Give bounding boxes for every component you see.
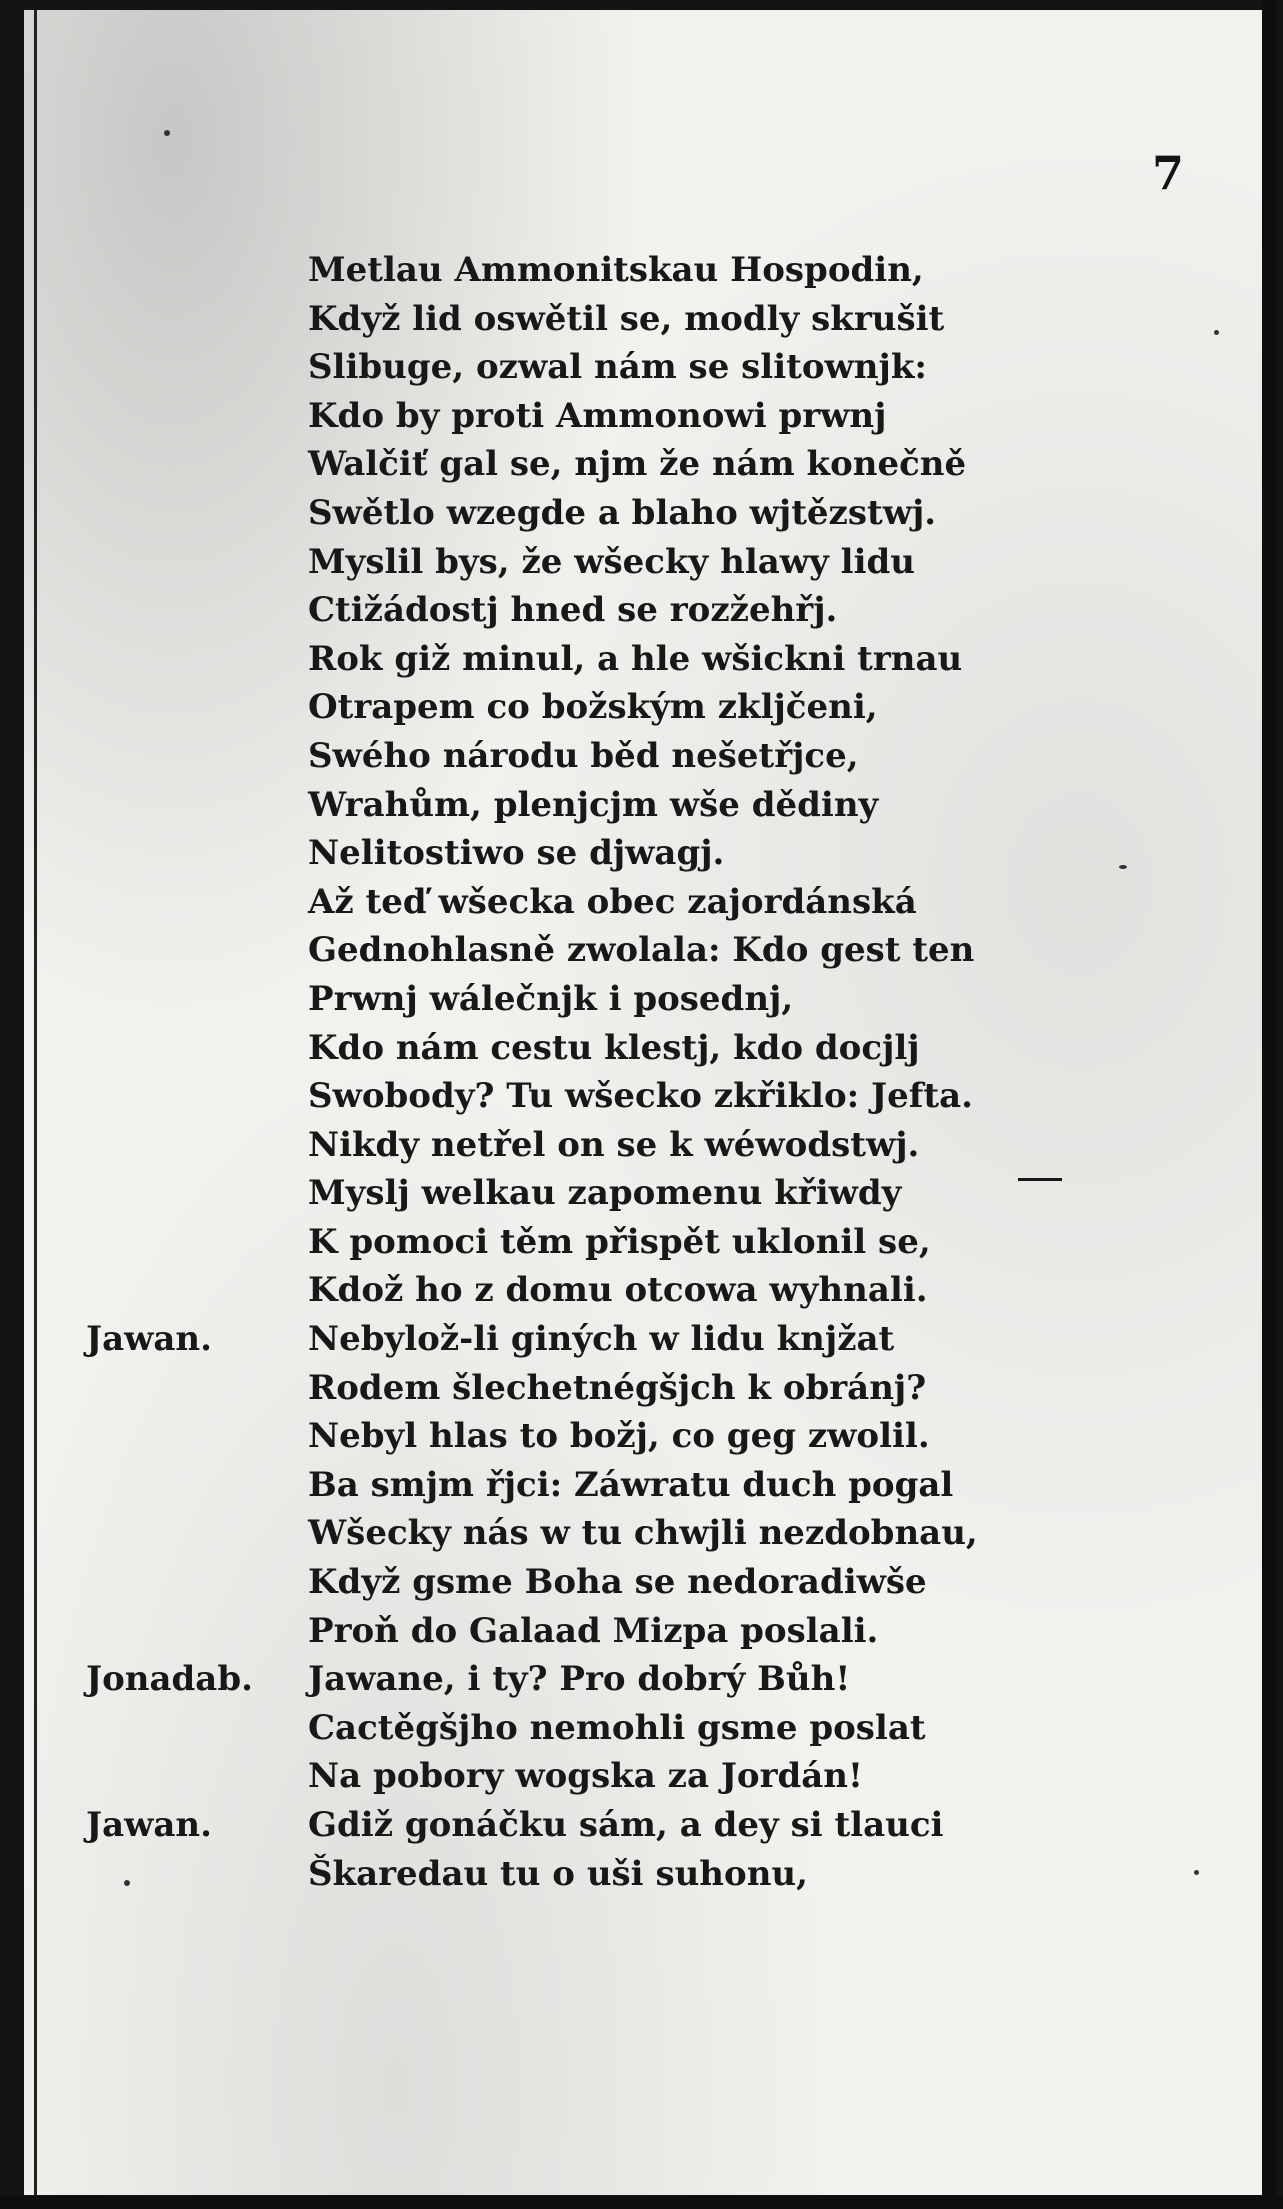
verse-line-text: Gdiž gonáčku sám, a dey si tlauci <box>308 1805 944 1845</box>
verse-line-text: Gednohlasně zwolala: Kdo gest ten <box>308 930 975 971</box>
verse-line-text: Ctižádostj hned se rozžehřj. <box>308 590 838 631</box>
verse-line-text: Nebyl hlas to božj, co geg zwolil. <box>308 1416 930 1457</box>
verse-line-text: Jawane, i ty? Pro dobrý Bůh! <box>308 1659 851 1700</box>
verse-line-text: Rok giž minul, a hle wšickni trnau <box>308 638 963 679</box>
verse-line-text: Kdo nám cestu klestj, kdo docjlj <box>308 1027 920 1068</box>
print-speck <box>1119 865 1127 869</box>
verse-line-text: Swětlo wzegde a blaho wjtězstwj. <box>308 492 937 533</box>
page-number: 7 <box>1152 146 1185 200</box>
verse-line-text: Ba smjm řjci: Záwratu duch pogal <box>308 1464 954 1505</box>
verse-line-text: Cactěgšjho nemohli gsme poslat <box>308 1707 926 1748</box>
print-speck <box>124 1880 130 1886</box>
speaker-name: Jawan. <box>86 1805 212 1845</box>
verse-line-text: Kdo by proti Ammonowi prwnj <box>308 395 887 436</box>
verse-line-text: Myslj welkau zapomenu křiwdy <box>308 1173 902 1214</box>
dash-mark <box>1018 1178 1062 1181</box>
verse-line-text: Škaredau tu o uši suhonu, <box>308 1853 808 1894</box>
verse-line-text: Swobody? Tu wšecko zkřiklo: Jefta. <box>308 1076 973 1117</box>
verse-line-text: K pomoci těm přispět uklonil se, <box>308 1221 931 1262</box>
verse-line-text: Když gsme Boha se nedoradiwše <box>308 1562 927 1603</box>
verse-line-text: Metlau Ammonitskau Hospodin, <box>308 250 924 290</box>
verse-line-text: Swého národu běd nešetřjce, <box>308 735 859 776</box>
verse-line-text: Až teď wšecka obec zajordánská <box>308 881 917 922</box>
verse-line-text: Na pobory wogska za Jordán! <box>308 1756 863 1797</box>
print-speck <box>164 130 170 136</box>
book-page <box>24 10 1266 2195</box>
verse-line-text: Wrahům, plenjcjm wše dědiny <box>308 784 879 825</box>
verse-line-text: Wšecky nás w tu chwjli nezdobnau, <box>308 1513 978 1554</box>
verse-line-text: Nebylož-li giných w lidu knjžat <box>308 1319 895 1360</box>
speaker-name: Jonadab. <box>86 1659 253 1700</box>
verse-line-text: Nikdy netřel on se k wéwodstwj. <box>308 1124 920 1165</box>
verse-line-text: Slibuge, ozwal nám se slitownjk: <box>308 347 927 388</box>
page-edge-line <box>34 10 37 2195</box>
speaker-name: Jawan. <box>86 1319 212 1360</box>
verse-line-text: Proň do Galaad Mizpa poslali. <box>308 1610 879 1651</box>
verse-line-text: Kdož ho z domu otcowa wyhnali. <box>308 1270 928 1311</box>
scan-border-bottom <box>0 2196 1283 2209</box>
verse-line-text: Otrapem co božským zkljčeni, <box>308 687 878 728</box>
verse-line-text: Nelitostiwo se djwagj. <box>308 833 725 874</box>
verse-line-text: Walčiť gal se, njm že nám konečně <box>308 444 967 485</box>
verse-line-text: Rodem šlechetnégšjch k obránj? <box>308 1367 927 1408</box>
verse-line-text: Když lid oswětil se, modly skrušit <box>308 298 945 339</box>
print-speck <box>1214 330 1219 335</box>
print-speck <box>1194 1870 1199 1875</box>
verse-line-text: Prwnj wálečnjk i posednj, <box>308 978 794 1019</box>
scan-border-right <box>1262 0 1276 2209</box>
verse-line-text: Myslil bys, že wšecky hlawy lidu <box>308 541 915 582</box>
